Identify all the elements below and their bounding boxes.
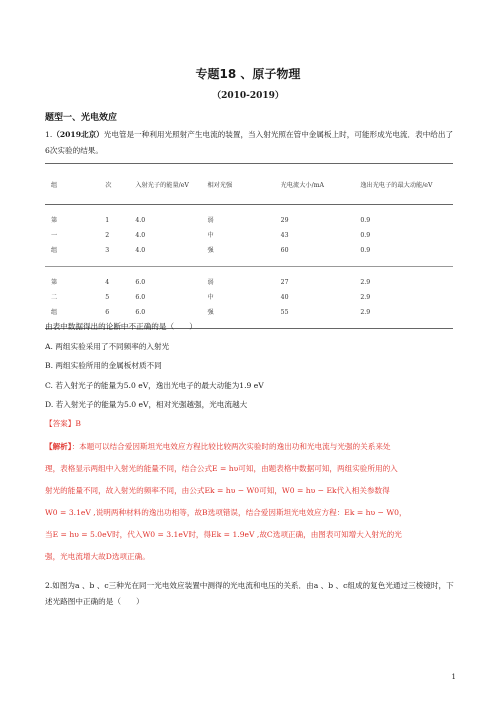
page-title: 专题18 、原子物理	[195, 67, 301, 81]
trial-number-cell: 1 2 3	[105, 217, 110, 254]
group-label-cell: 第 二 组	[51, 279, 58, 316]
table-header-cell: 次	[105, 181, 112, 189]
analysis-line: ：本题可以结合爱因斯坦光电效应方程比较比较两次实验时的逸出功和光电流与光强的关系来处	[71, 442, 391, 451]
table-header-cell: 光电流大小/mA	[280, 181, 325, 189]
analysis-block	[45, 436, 459, 568]
group-label-cell: 第 一 组	[51, 217, 58, 254]
option-d: D. 若入射光子的能量为5.0 eV，相对光强越强，光电流越大	[45, 400, 248, 409]
section-heading: 题型一、光电效应	[45, 113, 118, 123]
question-text: 光电管是一种利用光照射产生电流的装置，当入射光照在管中金属板上时，可能形成光电流．表中给出了6次实验的结果。	[45, 130, 454, 155]
answer-line: 【答案】B	[45, 419, 81, 428]
analysis-line: 强，光电流增大故D选项正确。	[45, 552, 150, 561]
trial-number-cell: 4 5 6	[105, 279, 110, 316]
table-header-cell: 入射光子的能量/eV	[135, 181, 189, 189]
page-number: 1	[451, 673, 456, 681]
question-2-stem: 2.如图为a 、b 、c三种光在同一光电效应装置中测得的光电流和电压的关系．由a 、b 、c组成的复色光通过三棱镜时，下述光路图中正确的是（ ）	[45, 581, 454, 606]
photon-energy-cell: 4.0 4.0 4.0	[135, 217, 146, 254]
option-b: B. 两组实验所用的金属板材质不同	[45, 361, 162, 370]
analysis-line: 理，表格显示两组中入射光的能量不同，结合公式E = hυ可知，由题表格中数据可知，两组实验所用的入	[45, 464, 398, 473]
page-subtitle: （2010-2019）	[212, 91, 284, 101]
question-number: 1.	[45, 130, 53, 139]
photocurrent-cell: 27 40 55	[280, 279, 289, 316]
table-header-cell: 组	[51, 181, 58, 189]
analysis-tag: 【解析】	[45, 442, 72, 451]
table-header-cell: 相对光强	[207, 181, 233, 189]
table-header-row	[45, 164, 453, 205]
photon-energy-cell: 6.0 6.0 6.0	[135, 279, 146, 316]
question-source: （2019北京）	[52, 130, 104, 139]
option-a: A. 两组实验采用了不同频率的入射光	[45, 342, 170, 351]
table-header-cell: 逸出光电子的最大动能/eV	[360, 181, 433, 189]
experiment-table	[45, 163, 453, 329]
relative-intensity-cell: 弱 中 强	[207, 279, 214, 316]
question-1-stem	[45, 127, 457, 159]
analysis-line: 当E = hυ = 5.0eV时，代入W0 = 3.1eV时，得Ek = 1.9eV ,故C选项正确，由图表可知增大入射光的光	[45, 530, 402, 539]
max-kinetic-energy-cell: 2.9 2.9 2.9	[360, 279, 371, 316]
relative-intensity-cell: 弱 中 强	[207, 217, 214, 254]
max-kinetic-energy-cell: 0.9 0.9 0.9	[360, 217, 371, 254]
analysis-line: 射光的能量不同，故入射光的频率不同，由公式Ek = hυ − W0可知，W0 = hυ − Ek代入相关参数得	[45, 486, 390, 495]
analysis-line: W0 = 3.1eV ,说明两种材料的逸出功相等，故B选项错误，结合爱因斯坦光电效应方程：Ek = hυ − W0，	[45, 508, 407, 517]
photocurrent-cell: 29 43 60	[280, 217, 289, 254]
table-group-row	[45, 205, 453, 267]
option-c: C. 若入射光子的能量为5.0 eV，逸出光电子的最大动能为1.9 eV	[45, 381, 264, 390]
question-prompt: 由表中数据得出的论断中不正确的是（ ）	[45, 322, 197, 331]
